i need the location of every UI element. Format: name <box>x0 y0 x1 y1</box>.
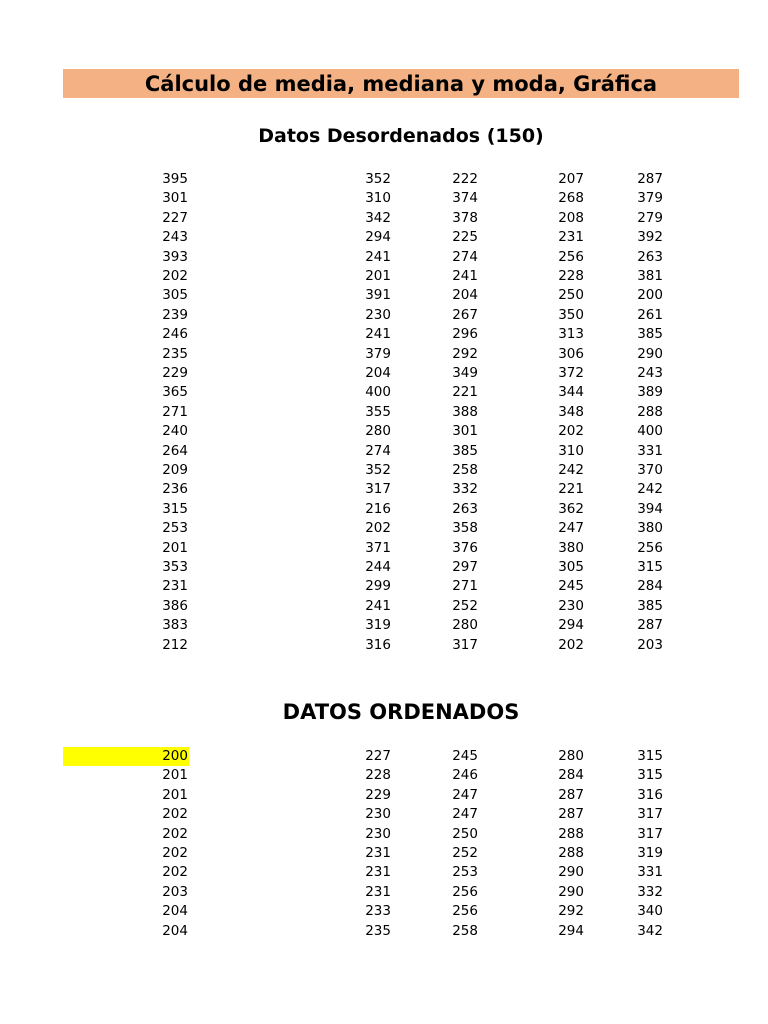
table-cell: 252 <box>452 845 478 861</box>
table-cell: 342 <box>637 922 663 939</box>
table-cell: 245 <box>558 578 584 595</box>
table-row <box>0 500 768 519</box>
table-row <box>0 267 768 286</box>
table-cell: 317 <box>637 825 663 842</box>
table-cell: 241 <box>365 326 391 343</box>
table-row <box>0 636 768 655</box>
table-row <box>0 189 768 208</box>
table-cell: 305 <box>162 287 188 304</box>
table-cell: 245 <box>452 748 478 764</box>
table-row <box>0 805 768 824</box>
table-cell: 271 <box>162 403 188 420</box>
table-cell: 393 <box>162 248 188 265</box>
table-cell: 236 <box>162 481 188 498</box>
table-cell: 231 <box>162 578 188 595</box>
table-row <box>0 480 768 499</box>
table-cell: 352 <box>365 462 391 478</box>
table-cell: 225 <box>452 229 478 246</box>
table-cell: 209 <box>162 462 188 478</box>
table-cell: 239 <box>162 306 188 323</box>
table-cell: 383 <box>162 617 188 634</box>
table-cell: 379 <box>365 345 391 362</box>
table-cell: 242 <box>637 481 663 498</box>
unsorted-data-heading: Datos Desordenados (150) <box>258 125 544 147</box>
table-cell: 365 <box>162 384 188 401</box>
table-cell: 292 <box>558 903 584 920</box>
table-cell: 310 <box>365 190 391 207</box>
table-cell: 319 <box>637 845 663 861</box>
table-cell: 202 <box>162 864 188 881</box>
table-cell: 284 <box>637 578 663 595</box>
table-cell: 380 <box>637 520 663 537</box>
table-cell: 400 <box>637 423 663 440</box>
table-cell: 227 <box>365 748 391 764</box>
table-cell: 268 <box>558 190 584 207</box>
table-cell: 231 <box>365 845 391 861</box>
table-cell: 288 <box>558 825 584 842</box>
table-cell: 274 <box>452 248 478 265</box>
table-row <box>0 844 768 863</box>
table-cell: 371 <box>365 539 391 556</box>
table-row <box>0 461 768 480</box>
table-cell: 315 <box>637 767 663 784</box>
table-cell: 250 <box>558 287 584 304</box>
table-cell: 201 <box>162 786 188 803</box>
table-cell: 247 <box>452 806 478 823</box>
table-cell: 332 <box>637 883 663 900</box>
table-cell: 267 <box>452 306 478 323</box>
table-cell: 315 <box>162 500 188 517</box>
table-cell: 372 <box>558 365 584 381</box>
table-cell: 244 <box>365 559 391 575</box>
table-cell: 349 <box>452 365 478 381</box>
table-cell: 340 <box>637 903 663 920</box>
table-cell: 350 <box>558 306 584 323</box>
table-cell: 313 <box>558 326 584 343</box>
table-cell: 288 <box>637 403 663 420</box>
table-cell: 222 <box>452 171 478 187</box>
table-cell: 235 <box>162 345 188 362</box>
table-row <box>0 597 768 616</box>
table-row <box>0 539 768 558</box>
table-cell: 241 <box>452 268 478 284</box>
table-cell: 202 <box>162 806 188 823</box>
table-cell: 271 <box>452 578 478 595</box>
table-cell: 200 <box>162 748 188 764</box>
table-cell: 246 <box>452 767 478 784</box>
table-row <box>0 786 768 805</box>
table-cell: 203 <box>162 883 188 900</box>
table-row <box>0 228 768 247</box>
table-cell: 202 <box>162 845 188 861</box>
table-cell: 274 <box>365 442 391 459</box>
table-cell: 319 <box>365 617 391 634</box>
table-cell: 256 <box>452 903 478 920</box>
table-row <box>0 422 768 441</box>
table-cell: 228 <box>365 767 391 784</box>
table-cell: 204 <box>162 903 188 920</box>
table-cell: 287 <box>558 806 584 823</box>
table-cell: 355 <box>365 403 391 420</box>
table-cell: 353 <box>162 559 188 575</box>
table-row <box>0 209 768 228</box>
table-row <box>0 383 768 402</box>
table-cell: 316 <box>637 786 663 803</box>
table-cell: 379 <box>637 190 663 207</box>
table-cell: 202 <box>162 268 188 284</box>
table-cell: 216 <box>365 500 391 517</box>
table-cell: 297 <box>452 559 478 575</box>
table-cell: 358 <box>452 520 478 537</box>
table-cell: 317 <box>365 481 391 498</box>
table-cell: 231 <box>365 883 391 900</box>
table-cell: 261 <box>637 306 663 323</box>
table-cell: 250 <box>452 825 478 842</box>
table-cell: 258 <box>452 462 478 478</box>
table-cell: 316 <box>365 636 391 653</box>
table-row <box>0 325 768 344</box>
table-cell: 230 <box>365 825 391 842</box>
table-cell: 317 <box>637 806 663 823</box>
table-row <box>0 519 768 538</box>
table-cell: 243 <box>637 365 663 381</box>
table-cell: 201 <box>162 767 188 784</box>
table-cell: 391 <box>365 287 391 304</box>
table-cell: 204 <box>452 287 478 304</box>
table-cell: 279 <box>637 209 663 226</box>
table-row <box>0 364 768 383</box>
table-row <box>0 403 768 422</box>
table-cell: 292 <box>452 345 478 362</box>
table-row <box>0 442 768 461</box>
table-cell: 301 <box>162 190 188 207</box>
table-row <box>0 345 768 364</box>
table-cell: 201 <box>162 539 188 556</box>
table-cell: 256 <box>558 248 584 265</box>
table-cell: 388 <box>452 403 478 420</box>
table-row <box>0 170 768 189</box>
table-cell: 212 <box>162 636 188 653</box>
table-cell: 294 <box>558 922 584 939</box>
table-cell: 287 <box>637 617 663 634</box>
table-cell: 227 <box>162 209 188 226</box>
table-cell: 294 <box>558 617 584 634</box>
table-cell: 348 <box>558 403 584 420</box>
table-cell: 392 <box>637 229 663 246</box>
table-cell: 253 <box>452 864 478 881</box>
table-row <box>0 825 768 844</box>
sorted-data-heading: DATOS ORDENADOS <box>282 700 520 724</box>
table-cell: 235 <box>365 922 391 939</box>
table-cell: 264 <box>162 442 188 459</box>
table-cell: 204 <box>162 922 188 939</box>
table-cell: 241 <box>365 597 391 614</box>
table-cell: 229 <box>365 786 391 803</box>
table-cell: 310 <box>558 442 584 459</box>
table-row <box>0 766 768 785</box>
table-cell: 306 <box>558 345 584 362</box>
table-cell: 201 <box>365 268 391 284</box>
table-cell: 332 <box>452 481 478 498</box>
table-cell: 221 <box>558 481 584 498</box>
table-cell: 256 <box>452 883 478 900</box>
table-cell: 287 <box>637 171 663 187</box>
table-cell: 243 <box>162 229 188 246</box>
table-cell: 240 <box>162 423 188 440</box>
table-cell: 344 <box>558 384 584 401</box>
table-cell: 221 <box>452 384 478 401</box>
table-cell: 294 <box>365 229 391 246</box>
table-cell: 242 <box>558 462 584 478</box>
table-cell: 233 <box>365 903 391 920</box>
table-cell: 200 <box>637 287 663 304</box>
table-cell: 284 <box>558 767 584 784</box>
table-cell: 374 <box>452 190 478 207</box>
table-cell: 385 <box>637 326 663 343</box>
table-cell: 207 <box>558 171 584 187</box>
table-cell: 280 <box>452 617 478 634</box>
table-cell: 230 <box>558 597 584 614</box>
table-cell: 246 <box>162 326 188 343</box>
table-row <box>0 306 768 325</box>
table-cell: 203 <box>637 636 663 653</box>
table-cell: 280 <box>365 423 391 440</box>
table-cell: 253 <box>162 520 188 537</box>
table-cell: 376 <box>452 539 478 556</box>
table-row <box>0 286 768 305</box>
table-cell: 352 <box>365 171 391 187</box>
table-cell: 342 <box>365 209 391 226</box>
table-cell: 378 <box>452 209 478 226</box>
table-row <box>0 616 768 635</box>
table-cell: 290 <box>637 345 663 362</box>
table-cell: 370 <box>637 462 663 478</box>
table-cell: 290 <box>558 883 584 900</box>
table-cell: 202 <box>558 636 584 653</box>
table-cell: 202 <box>365 520 391 537</box>
table-cell: 290 <box>558 864 584 881</box>
table-cell: 400 <box>365 384 391 401</box>
table-cell: 228 <box>558 268 584 284</box>
table-row <box>0 577 768 596</box>
table-cell: 331 <box>637 442 663 459</box>
table-row <box>0 248 768 267</box>
table-cell: 385 <box>637 597 663 614</box>
table-cell: 305 <box>558 559 584 575</box>
table-cell: 202 <box>558 423 584 440</box>
table-cell: 247 <box>558 520 584 537</box>
table-cell: 241 <box>365 248 391 265</box>
table-cell: 389 <box>637 384 663 401</box>
table-cell: 331 <box>637 864 663 881</box>
table-cell: 230 <box>365 806 391 823</box>
table-cell: 202 <box>162 825 188 842</box>
table-row <box>0 747 768 766</box>
table-cell: 299 <box>365 578 391 595</box>
table-cell: 385 <box>452 442 478 459</box>
table-cell: 231 <box>365 864 391 881</box>
table-cell: 263 <box>452 500 478 517</box>
table-cell: 301 <box>452 423 478 440</box>
table-cell: 256 <box>637 539 663 556</box>
table-cell: 296 <box>452 326 478 343</box>
table-cell: 230 <box>365 306 391 323</box>
table-cell: 208 <box>558 209 584 226</box>
table-cell: 315 <box>637 748 663 764</box>
table-cell: 263 <box>637 248 663 265</box>
table-row <box>0 902 768 921</box>
table-cell: 381 <box>637 268 663 284</box>
table-cell: 317 <box>452 636 478 653</box>
table-cell: 395 <box>162 171 188 187</box>
page-title: Cálculo de media, mediana y moda, Gráfica <box>63 69 739 98</box>
table-cell: 315 <box>637 559 663 575</box>
table-cell: 229 <box>162 365 188 381</box>
table-row <box>0 922 768 941</box>
table-cell: 280 <box>558 748 584 764</box>
table-cell: 288 <box>558 845 584 861</box>
table-row <box>0 863 768 882</box>
table-row <box>0 558 768 577</box>
table-cell: 204 <box>365 365 391 381</box>
table-cell: 362 <box>558 500 584 517</box>
table-cell: 380 <box>558 539 584 556</box>
table-cell: 252 <box>452 597 478 614</box>
table-row <box>0 883 768 902</box>
table-cell: 394 <box>637 500 663 517</box>
table-cell: 231 <box>558 229 584 246</box>
table-cell: 258 <box>452 922 478 939</box>
table-cell: 386 <box>162 597 188 614</box>
table-cell: 287 <box>558 786 584 803</box>
table-cell: 247 <box>452 786 478 803</box>
